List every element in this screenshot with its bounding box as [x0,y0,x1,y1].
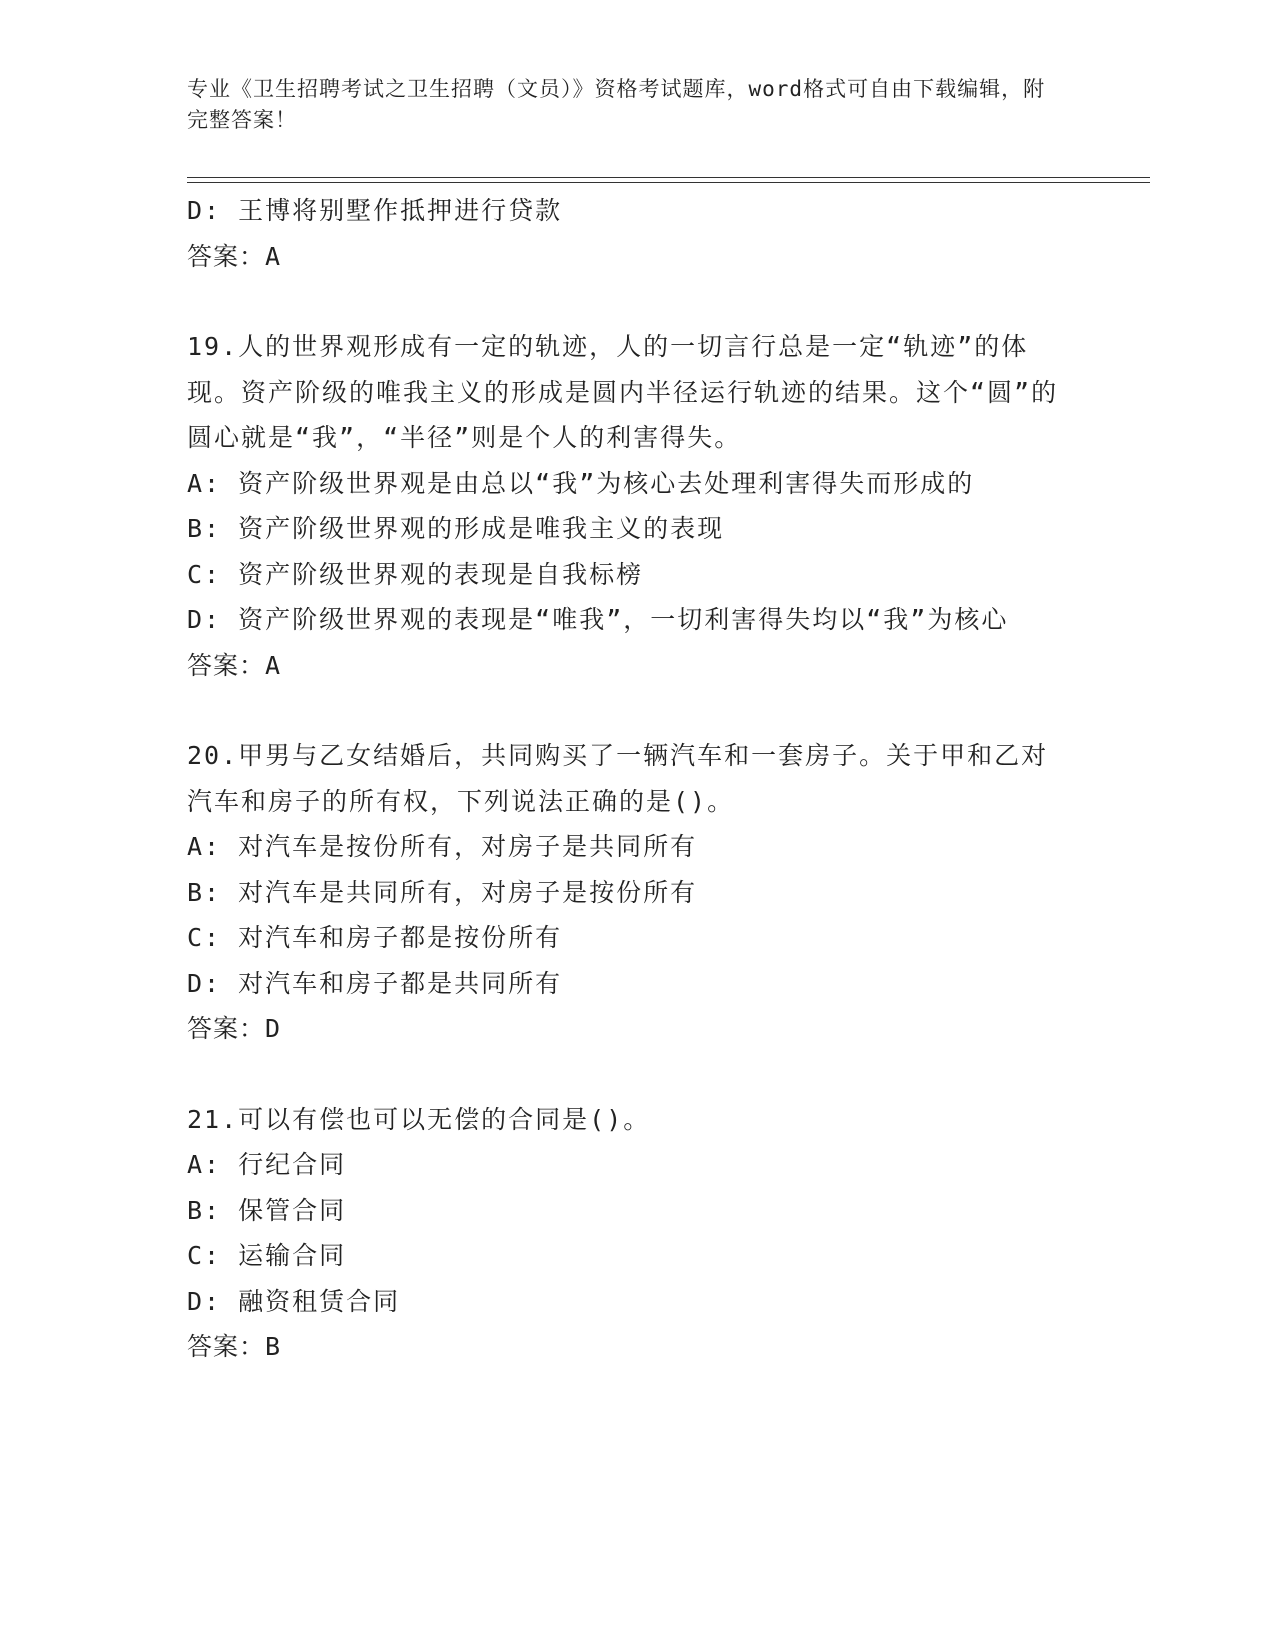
spacer [187,688,1087,733]
question-stem: 21.可以有偿也可以无偿的合同是()。 [187,1104,651,1134]
option-c: C: 运输合同 [187,1241,347,1270]
option-d: D: 对汽车和房子都是共同所有 [187,968,563,998]
header-rule-bottom [187,182,1150,183]
option-b: B: 资产阶级世界观的形成是唯我主义的表现 [187,514,725,543]
option-b: B: 对汽车是共同所有，对房子是按份所有 [187,877,698,907]
option-d: D: 王博将别墅作抵押进行贷款 [187,196,563,225]
question-21 [187,1097,1087,1370]
question-19 [187,324,1087,688]
answer-value: A [265,241,282,271]
answer-value: A [265,650,282,680]
answer-line [187,643,1087,689]
option-c: C: 资产阶级世界观的表现是自我标榜 [187,559,644,589]
answer-line [187,1006,1087,1052]
answer-label: 答案： [187,1014,266,1043]
answer-value: D [265,1014,282,1043]
spacer [187,279,1087,324]
option-b: B: 保管合同 [187,1195,347,1225]
answer-label: 答案： [187,1332,266,1361]
answer-line [187,234,1087,280]
header-rule-top [187,177,1150,178]
question-20 [187,733,1087,1052]
question-content [187,188,1087,1370]
option-d: D: 资产阶级世界观的表现是“唯我”，一切利害得失均以“我”为核心 [187,605,1009,634]
previous-question-tail [187,188,1087,279]
question-stem: 19.人的世界观形成有一定的轨迹，人的一切言行总是一定“轨迹”的体现。资产阶级的唯我主义的形成是圆内半径运行轨迹的结果。这个“圆”的圆心就是“我”，“半径”则是个人的利害得失。 [187,332,1059,452]
answer-value: B [265,1332,282,1361]
page-header: 专业《卫生招聘考试之卫生招聘（文员）》资格考试题库，word格式可自由下载编辑，附完整答案！ [187,77,1046,132]
question-stem: 20.甲男与乙女结婚后，共同购买了一辆汽车和一套房子。关于甲和乙对汽车和房子的所有权，下列说法正确的是()。 [187,741,1049,816]
answer-line [187,1324,1087,1370]
option-a: A: 对汽车是按份所有，对房子是共同所有 [187,832,698,861]
option-a: A: 行纪合同 [187,1150,347,1179]
spacer [187,1052,1087,1097]
answer-label: 答案： [187,241,266,271]
option-c: C: 对汽车和房子都是按份所有 [187,923,563,952]
option-a: A: 资产阶级世界观是由总以“我”为核心去处理利害得失而形成的 [187,468,975,498]
answer-label: 答案： [187,650,266,680]
option-d: D: 融资租赁合同 [187,1286,401,1316]
